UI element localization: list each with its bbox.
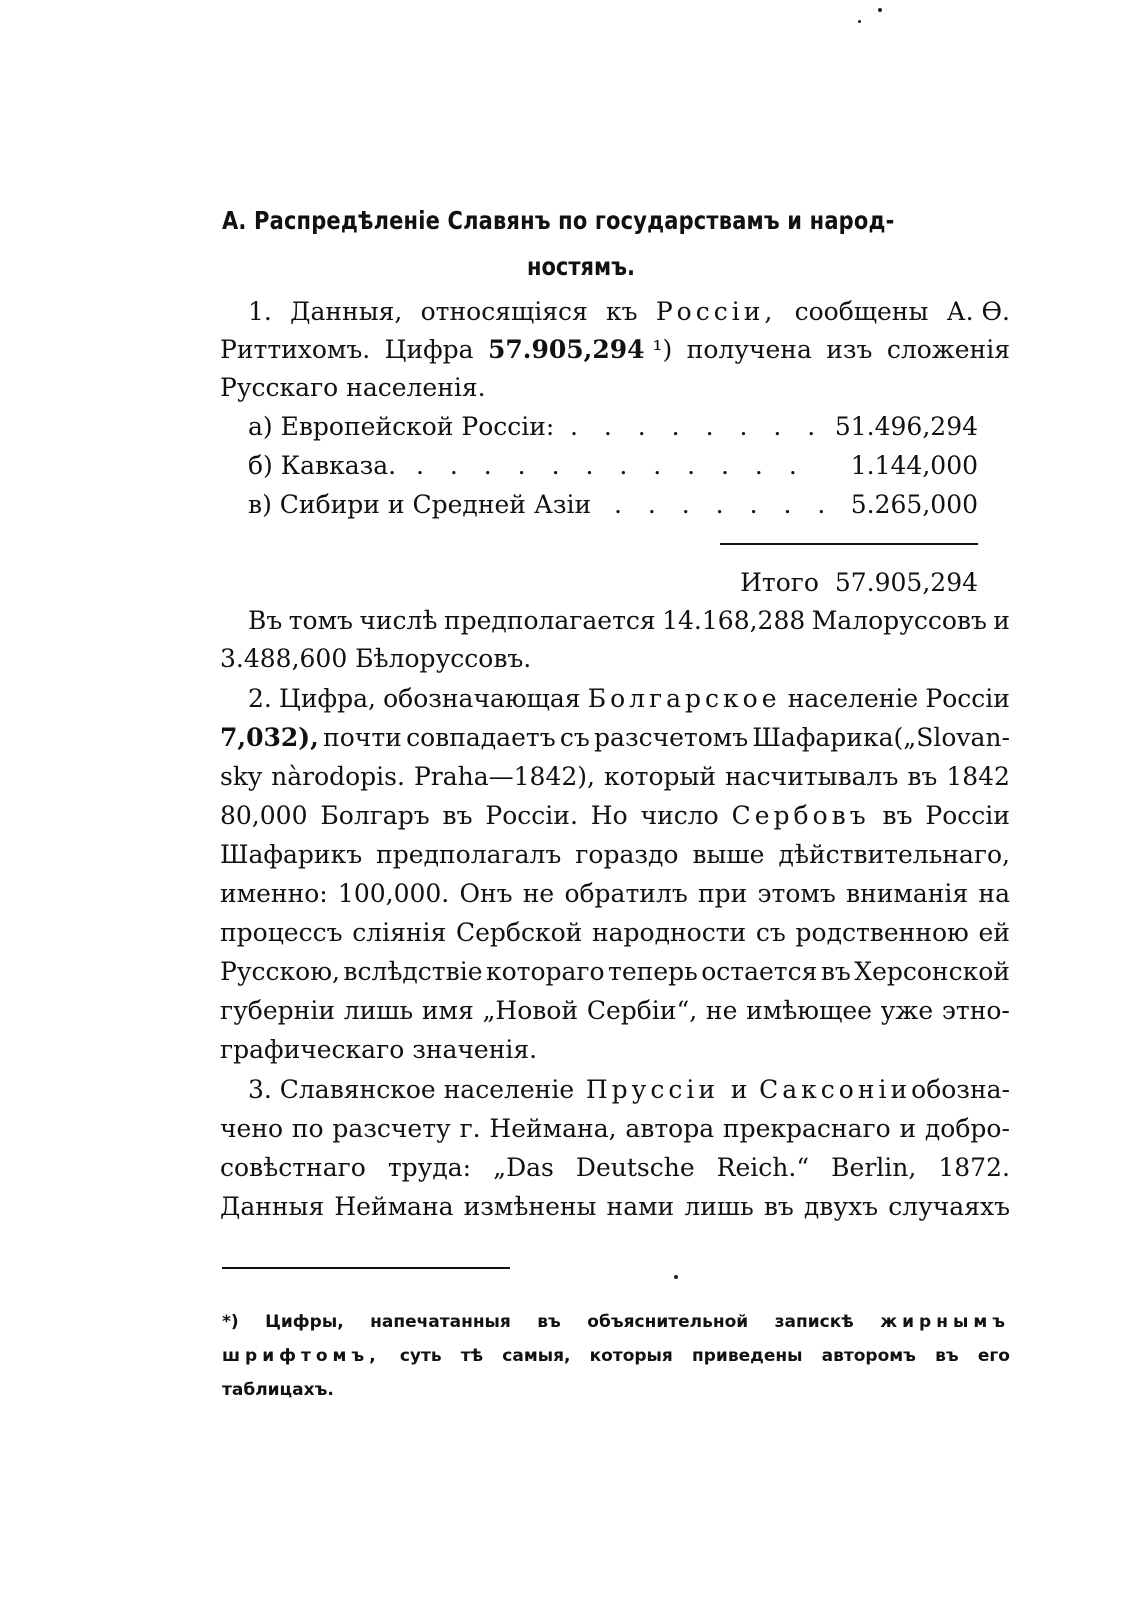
breakdown-row: а) Европейской Россіи: . . . . . . . . 51.496,294: [248, 412, 978, 441]
footnote-line-2: шрифтомъ, суть тѣ самыя, которыя приведены авторомъ въ его: [222, 1346, 1010, 1366]
footnote-line-1: *) Цифры, напечатанныя въ объяснительной запискѣ жирнымъ: [222, 1312, 1010, 1332]
paragraph-2-line-10: графическаго значенія.: [220, 1035, 538, 1064]
print-speck: [674, 1275, 678, 1279]
breakdown-row: в) Сибири и Средней Азіи . . . . . . . 5.265,000: [248, 490, 978, 519]
footnote-line-3: таблицахъ.: [222, 1380, 334, 1400]
section-heading-continued: ностямъ.: [527, 252, 635, 281]
total-line: Итого 57.905,294: [740, 568, 978, 597]
print-speck: [878, 8, 882, 12]
paragraph-1-line-1: 1. Данныя, относящіяся къ Россіи, сообщены А. Ѳ.: [248, 297, 1010, 326]
paragraph-1-line-2: Риттихомъ. Цифра 57.905,294 ¹) получена изъ сложенія: [220, 335, 1010, 364]
section-heading: [222, 204, 895, 238]
paragraph-2-line-9: губерніи лишь имя „Новой Сербіи“, не имѣющее уже этно-: [220, 996, 1010, 1025]
paragraph-3-line-4: Данныя Неймана измѣнены нами лишь въ двухъ случаяхъ: [220, 1192, 1010, 1221]
paragraph-1b-line-1: Въ томъ числѣ предполагается 14.168,288 Малоруссовъ и: [248, 606, 1010, 635]
paragraph-2-line-2: 7,032), почти совпадаетъ съ разсчетомъ Шафарика(„Slovan-: [220, 723, 1010, 752]
paragraph-2-line-5: Шафарикъ предполагалъ гораздо выше дѣйствительнаго,: [220, 840, 1010, 869]
paragraph-2-line-1: 2. Цифра, обозначающая Болгарское населеніе Россіи: [248, 684, 1010, 713]
paragraph-2-line-8: Русскою, вслѣдствіе котораго теперь остается въ Херсонской: [220, 957, 1010, 986]
paragraph-2-line-4: 80,000 Болгаръ въ Россіи. Но число Сербовъ въ Россіи: [220, 801, 1010, 830]
paragraph-3-line-1: 3. Славянское населеніе Пруссіи и Саксоніиобозна-: [248, 1075, 1010, 1104]
breakdown-row: б) Кавказа. . . . . . . . . . . . . 1.144,000: [248, 451, 978, 480]
paragraph-2-line-7: процессъ сліянія Сербской народности съ родственною ей: [220, 918, 1010, 947]
paragraph-1b-line-2: 3.488,600 Бѣлоруссовъ.: [220, 644, 532, 673]
footnote-rule: [222, 1267, 510, 1269]
print-speck: [858, 20, 861, 23]
sum-rule: [720, 543, 978, 545]
paragraph-3-line-3: совѣстнаго труда: „Das Deutsche Reich.“ Berlin, 1872.: [220, 1153, 1010, 1182]
paragraph-1-line-3: Русскаго населенія.: [220, 373, 486, 402]
heading-line-1: А. Распредѣленіе Славянъ по государствамъ и народ-: [222, 206, 895, 235]
paragraph-2-line-3: sky nàrodopis. Praha—1842), который насчитывалъ въ 1842: [220, 762, 1010, 791]
paragraph-2-line-6: именно: 100,000. Онъ не обратилъ при этомъ вниманія на: [220, 879, 1010, 908]
paragraph-3-line-2: чено по разсчету г. Неймана, автора прекраснаго и добро-: [220, 1114, 1010, 1143]
